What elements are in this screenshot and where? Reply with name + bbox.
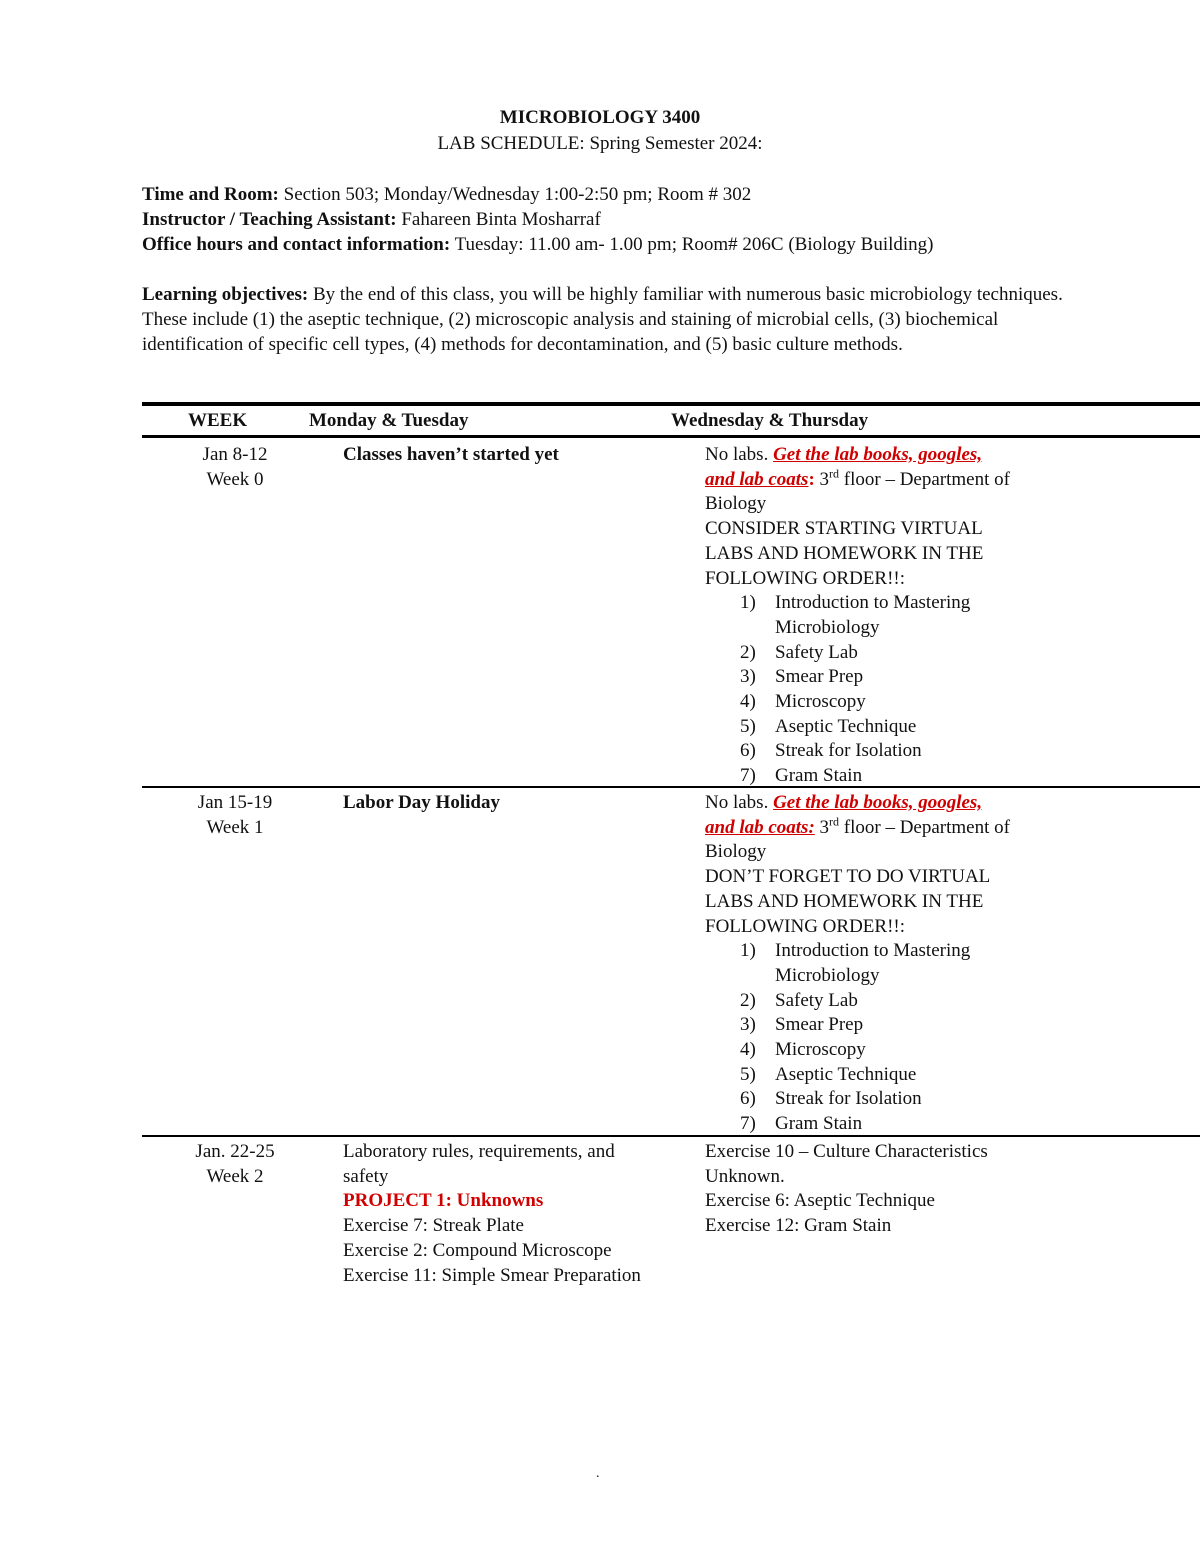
- list-text: Introduction to Mastering: [775, 592, 971, 614]
- virtual-labs-note: DON’T FORGET TO DO VIRTUAL: [705, 866, 991, 888]
- floor-number: 3: [814, 468, 830, 490]
- list-number: 5): [740, 715, 756, 737]
- monday-exercise: Exercise 7: Streak Plate: [343, 1215, 524, 1237]
- floor-number: 3: [814, 816, 830, 838]
- list-text: Safety Lab: [775, 989, 858, 1011]
- list-number: 6): [740, 740, 756, 762]
- table-row-wednesday-cell: [705, 1140, 1075, 1239]
- list-item: [705, 690, 1075, 715]
- page-footer-mark: .: [596, 1466, 600, 1481]
- header-wednesday-thursday: Wednesday & Thursday: [671, 410, 869, 431]
- week-dates: Jan. 22-25: [195, 1141, 275, 1162]
- list-number: 6): [740, 1088, 756, 1110]
- virtual-labs-note: FOLLOWING ORDER!!:: [705, 567, 906, 589]
- list-text: Aseptic Technique: [775, 715, 917, 737]
- list-item: [705, 1063, 1075, 1088]
- office-hours-line: [142, 232, 1142, 257]
- list-item: [705, 1087, 1075, 1112]
- list-text: Microbiology: [775, 964, 880, 986]
- week-dates: Jan 15-19: [197, 792, 273, 813]
- list-text: Smear Prep: [775, 666, 864, 688]
- table-row-monday-cell: [343, 443, 688, 468]
- lab-supplies-notice: and lab coats:: [705, 816, 815, 838]
- department-name: Biology: [705, 493, 767, 515]
- list-number: 3): [740, 666, 756, 688]
- course-title: MICROBIOLOGY 3400: [499, 107, 701, 128]
- lab-supplies-colon: :: [808, 468, 815, 490]
- week-dates: Jan 8-12: [202, 444, 268, 465]
- office-hours-value: Tuesday: 11.00 am- 1.00 pm; Room# 206C (Biology Building): [450, 234, 934, 255]
- list-text: Microscopy: [775, 1039, 866, 1061]
- list-item: [705, 739, 1075, 764]
- week-number: Week 2: [206, 1165, 264, 1187]
- monday-note: Classes haven’t started yet: [343, 444, 559, 465]
- list-item: [705, 665, 1075, 690]
- list-item: [705, 1112, 1075, 1137]
- time-room-value: Section 503; Monday/Wednesday 1:00-2:50 pm; Room # 302: [278, 184, 752, 205]
- virtual-labs-note: LABS AND HOMEWORK IN THE: [705, 542, 984, 564]
- monday-topic: safety: [343, 1165, 389, 1187]
- list-text: Streak for Isolation: [775, 1088, 922, 1110]
- table-top-rule: [142, 402, 1200, 406]
- list-number: 5): [740, 1063, 756, 1085]
- list-text: Safety Lab: [775, 641, 858, 663]
- virtual-labs-list: [705, 591, 1075, 789]
- week-number: Week 1: [206, 816, 264, 838]
- instructor-value: Fahareen Binta Mosharraf: [396, 209, 601, 230]
- header-week: WEEK: [188, 410, 248, 431]
- list-number: 4): [740, 1039, 756, 1061]
- list-item: [705, 1013, 1075, 1038]
- labs-note-line: [705, 816, 1075, 841]
- list-text: Introduction to Mastering: [775, 940, 971, 962]
- time-room-line: [142, 182, 1142, 207]
- learning-objectives: [142, 282, 1072, 357]
- wednesday-exercise: Unknown.: [705, 1165, 785, 1187]
- objectives-label: Learning objectives:: [142, 284, 309, 305]
- list-item: [705, 939, 1075, 988]
- floor-department: floor – Department of: [839, 816, 1010, 838]
- list-number: 4): [740, 691, 756, 713]
- list-text: Gram Stain: [775, 1113, 863, 1135]
- lab-supplies-notice: and lab coats: [705, 468, 809, 490]
- row-divider: [142, 786, 1200, 788]
- lab-supplies-notice: Get the lab books, googles,: [773, 792, 983, 813]
- schedule-subtitle: LAB SCHEDULE: Spring Semester 2024:: [437, 133, 763, 154]
- list-item: [705, 591, 1075, 640]
- list-text: Aseptic Technique: [775, 1063, 917, 1085]
- objectives-text: By the end of this class, you will be highly familiar with numerous basic microbiology techniques. These include (1) the aseptic technique, (2) microscopic analysis and staining of microbial cells, (3) biochemical identification of specific cell types, (4) methods for decontamination, and (5) basic culture methods.: [142, 284, 1063, 355]
- instructor-line: [142, 207, 1142, 232]
- list-number: 1): [740, 592, 756, 614]
- project-heading: PROJECT 1: Unknowns: [343, 1190, 544, 1212]
- row-divider: [142, 1135, 1200, 1137]
- list-number: 7): [740, 1113, 756, 1135]
- lab-supplies-notice: Get the lab books, googles,: [773, 444, 983, 465]
- monday-note: Labor Day Holiday: [343, 792, 500, 813]
- table-row-wednesday-cell: [705, 791, 1075, 1137]
- labs-note-prefix: No labs.: [705, 444, 774, 465]
- list-text: Streak for Isolation: [775, 740, 922, 762]
- department-name: Biology: [705, 841, 767, 863]
- office-hours-label: Office hours and contact information:: [142, 234, 451, 255]
- week-number: Week 0: [206, 468, 264, 490]
- list-number: 3): [740, 1014, 756, 1036]
- virtual-labs-list: [705, 939, 1075, 1137]
- wednesday-exercise: Exercise 6: Aseptic Technique: [705, 1190, 935, 1212]
- wednesday-exercise: Exercise 12: Gram Stain: [705, 1215, 892, 1237]
- list-text: Smear Prep: [775, 1014, 864, 1036]
- labs-note-line: [705, 443, 1075, 468]
- course-info: [142, 182, 1142, 257]
- list-number: 7): [740, 765, 756, 787]
- list-text: Microscopy: [775, 691, 866, 713]
- labs-note-prefix: No labs.: [705, 792, 774, 813]
- floor-department: floor – Department of: [839, 468, 1010, 490]
- wednesday-exercise: Exercise 10 – Culture Characteristics: [705, 1141, 988, 1162]
- floor-suffix: rd: [829, 466, 840, 481]
- header-monday-tuesday: Monday & Tuesday: [309, 410, 469, 431]
- table-row-week-cell: [140, 1140, 330, 1189]
- list-number: 1): [740, 940, 756, 962]
- table-row-wednesday-cell: [705, 443, 1075, 789]
- virtual-labs-note: LABS AND HOMEWORK IN THE: [705, 890, 984, 912]
- table-row-monday-cell: [343, 791, 688, 816]
- labs-note-line: [705, 791, 1075, 816]
- table-row-monday-cell: [343, 1140, 688, 1288]
- list-number: 2): [740, 641, 756, 663]
- floor-suffix: rd: [829, 814, 840, 829]
- list-number: 2): [740, 989, 756, 1011]
- list-text: Gram Stain: [775, 765, 863, 787]
- monday-topic: Laboratory rules, requirements, and: [343, 1141, 615, 1162]
- list-item: [705, 989, 1075, 1014]
- list-item: [705, 641, 1075, 666]
- monday-exercise: Exercise 11: Simple Smear Preparation: [343, 1264, 641, 1286]
- table-row-week-cell: [140, 443, 330, 492]
- list-item: [705, 1038, 1075, 1063]
- virtual-labs-note: FOLLOWING ORDER!!:: [705, 915, 906, 937]
- header-bottom-rule: [142, 435, 1200, 438]
- virtual-labs-note: CONSIDER STARTING VIRTUAL: [705, 518, 983, 540]
- labs-note-line: [705, 468, 1075, 493]
- table-row-week-cell: [140, 791, 330, 840]
- monday-exercise: Exercise 2: Compound Microscope: [343, 1239, 612, 1261]
- time-room-label: Time and Room:: [142, 184, 279, 205]
- list-item: [705, 715, 1075, 740]
- list-text: Microbiology: [775, 616, 880, 638]
- instructor-label: Instructor / Teaching Assistant:: [142, 209, 397, 230]
